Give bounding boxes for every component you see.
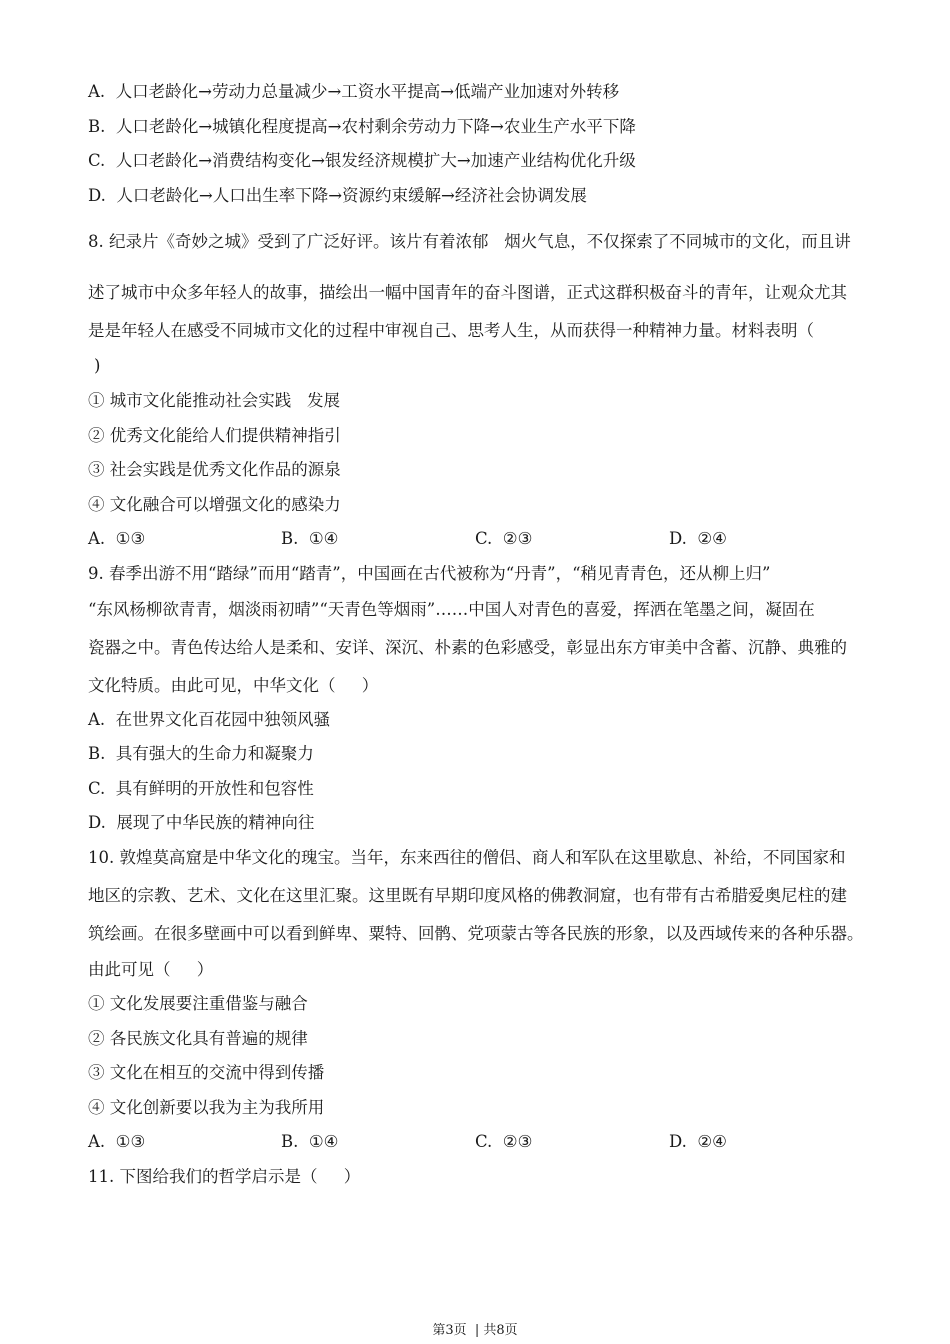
- q7-option-a: A. 人口老龄化→劳动力总量减少→工资水平提高→低端产业加速对外转移: [88, 82, 620, 101]
- q10-choice-d: D. ②④: [669, 1132, 727, 1151]
- q8-choice-d: D. ②④: [669, 529, 727, 548]
- q8-choice-c: C. ②③: [475, 529, 533, 548]
- q10-stem-line-1: 10. 敦煌莫高窟是中华文化的瑰宝。当年，东来西往的僧侣、商人和军队在这里歇息、补给，不同国家和: [88, 848, 846, 867]
- q9-stem-line-4: 文化特质。由此可见，中华文化（ ）: [88, 676, 379, 695]
- q10-choice-a: A. ①③: [88, 1132, 146, 1151]
- q8-item-1: ① 城市文化能推动社会实践 发展: [88, 391, 340, 410]
- q8-choice-a: A. ①③: [88, 529, 146, 548]
- q8-choice-b: B. ①④: [281, 529, 339, 548]
- q9-stem-line-2: “东风杨柳欲青青，烟淡雨初晴”“天青色等烟雨”……中国人对青色的喜爱，挥洒在笔墨之间，凝固在: [88, 600, 815, 619]
- q10-stem-line-2: 地区的宗教、艺术、文化在这里汇聚。这里既有早期印度风格的佛教洞窟，也有带有古希腊爱奥尼柱的建: [88, 886, 847, 905]
- q8-item-3: ③ 社会实践是优秀文化作品的源泉: [88, 460, 341, 479]
- page-footer: 第3页 | 共8页: [432, 1323, 518, 1338]
- q8-stem-line-3: 是是年轻人在感受不同城市文化的过程中审视自己、思考人生，从而获得一种精神力量。材料表明（: [88, 321, 814, 340]
- q9-option-b: B. 具有强大的生命力和凝聚力: [88, 744, 314, 763]
- q7-option-b: B. 人口老龄化→城镇化程度提高→农村剩余劳动力下降→农业生产水平下降: [88, 117, 636, 136]
- q9-option-a: A. 在世界文化百花园中独领风骚: [88, 710, 331, 729]
- q8-stem-line-4: ): [94, 356, 101, 375]
- q8-item-2: ② 优秀文化能给人们提供精神指引: [88, 426, 341, 445]
- q9-stem-line-1: 9. 春季出游不用“踏绿”而用“踏青”，中国画在古代被称为“丹青”，“稍见青青色，还从柳上归”: [88, 564, 771, 583]
- q9-option-c: C. 具有鲜明的开放性和包容性: [88, 779, 314, 798]
- q10-choice-c: C. ②③: [475, 1132, 533, 1151]
- q10-item-2: ② 各民族文化具有普遍的规律: [88, 1029, 308, 1048]
- q10-item-4: ④ 文化创新要以我为主为我所用: [88, 1098, 325, 1117]
- q7-option-d: D. 人口老龄化→人口出生率下降→资源约束缓解→经济社会协调发展: [88, 186, 587, 205]
- q7-option-c: C. 人口老龄化→消费结构变化→银发经济规模扩大→加速产业结构优化升级: [88, 151, 636, 170]
- q10-item-3: ③ 文化在相互的交流中得到传播: [88, 1063, 325, 1082]
- q11-stem: 11. 下图给我们的哲学启示是（ ）: [88, 1167, 361, 1186]
- q8-stem-line-2: 述了城市中众多年轻人的故事，描绘出一幅中国青年的奋斗图谱，正式这群积极奋斗的青年，让观众尤其: [88, 283, 847, 302]
- q10-choice-b: B. ①④: [281, 1132, 339, 1151]
- q10-stem-line-3: 筑绘画。在很多壁画中可以看到鲜卑、粟特、回鹘、党项蒙古等各民族的形象，以及西域传来的各种乐器。: [88, 924, 864, 943]
- q9-stem-line-3: 瓷器之中。青色传达给人是柔和、安详、深沉、朴素的色彩感受，彰显出东方审美中含蓄、沉静、典雅的: [88, 638, 847, 657]
- q8-stem-line-1: 8. 纪录片《奇妙之城》受到了广泛好评。该片有着浓郁 烟火气息，不仅探索了不同城市的文化，而且讲: [88, 232, 851, 251]
- q8-item-4: ④ 文化融合可以增强文化的感染力: [88, 495, 341, 514]
- q10-stem-line-4: 由此可见（ ）: [88, 960, 214, 979]
- q9-option-d: D. 展现了中华民族的精神向往: [88, 813, 315, 832]
- q10-item-1: ① 文化发展要注重借鉴与融合: [88, 994, 308, 1013]
